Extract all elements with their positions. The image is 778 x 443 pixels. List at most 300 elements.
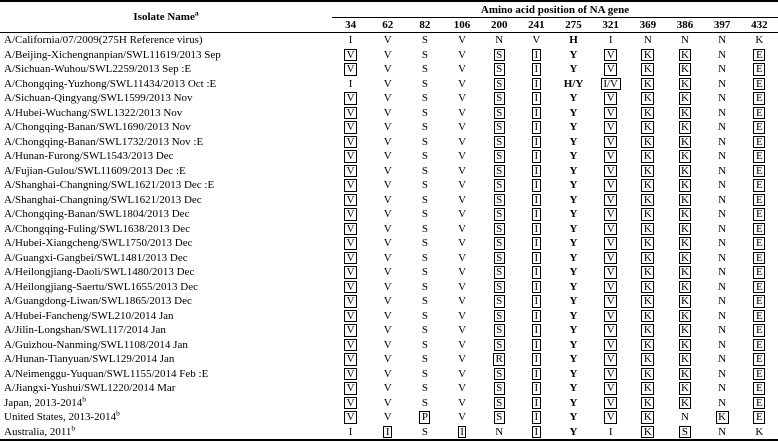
amino-acid-cell: [443, 280, 480, 295]
amino-acid-cell: [741, 77, 778, 92]
isolate-name: A/Guizhou-Nanming/SWL1108/2014 Jan: [4, 338, 188, 351]
residue: V: [383, 295, 392, 308]
amino-acid-cell: [592, 135, 629, 150]
isolate-name: A/Jilin-Longshan/SWL117/2014 Jan: [4, 324, 166, 337]
boxed-residue: I: [458, 426, 467, 439]
amino-acid-cell: [369, 77, 406, 92]
boxed-residue: I: [532, 150, 541, 163]
amino-acid-cell: [592, 367, 629, 382]
boxed-residue: I: [532, 49, 541, 62]
residue: I: [608, 425, 613, 438]
amino-acid-cell: [406, 236, 443, 251]
amino-acid-cell: [406, 207, 443, 222]
boxed-residue: E: [753, 78, 765, 91]
residue: I: [348, 34, 353, 47]
table-row: [0, 396, 778, 411]
amino-acid-cell: [629, 135, 666, 150]
residue: V: [383, 164, 392, 177]
amino-acid-cell: [369, 91, 406, 106]
amino-acid-cell: [629, 193, 666, 208]
boxed-residue: V: [604, 368, 617, 381]
amino-acid-cell: [741, 120, 778, 135]
bold-residue: Y: [569, 353, 578, 366]
amino-acid-cell: [481, 77, 518, 92]
amino-acid-cell: [592, 62, 629, 77]
boxed-residue: I: [532, 310, 541, 323]
amino-acid-cell: [406, 425, 443, 441]
amino-acid-cell: [518, 135, 555, 150]
amino-acid-cell: [555, 106, 592, 121]
residue: V: [458, 193, 467, 206]
table-row: [0, 120, 778, 135]
amino-acid-cell: [704, 251, 741, 266]
amino-acid-cell: [592, 77, 629, 92]
boxed-residue: V: [604, 397, 617, 410]
residue: V: [383, 63, 392, 76]
boxed-residue: V: [344, 310, 357, 323]
amino-acid-cell: [406, 164, 443, 179]
residue: V: [383, 34, 392, 47]
amino-acid-cell: [332, 91, 369, 106]
amino-acid-cell: [555, 135, 592, 150]
boxed-residue: K: [679, 324, 692, 337]
amino-acid-cell: [741, 251, 778, 266]
boxed-residue: S: [494, 150, 505, 163]
boxed-residue: S: [494, 310, 505, 323]
amino-acid-cell: [592, 410, 629, 425]
residue: V: [458, 121, 467, 134]
residue: V: [383, 106, 392, 119]
boxed-residue: K: [641, 165, 654, 178]
amino-acid-cell: [592, 178, 629, 193]
boxed-residue: V: [604, 150, 617, 163]
amino-acid-cell: [443, 410, 480, 425]
bold-residue: Y: [569, 135, 578, 148]
residue: N: [718, 222, 727, 235]
amino-acid-cell: [369, 410, 406, 425]
residue: S: [421, 92, 428, 105]
residue: S: [421, 77, 428, 90]
boxed-residue: K: [641, 353, 654, 366]
residue: V: [458, 324, 467, 337]
boxed-residue: I: [532, 353, 541, 366]
residue: N: [718, 106, 727, 119]
amino-acid-cell: [555, 62, 592, 77]
amino-acid-cell: [666, 280, 703, 295]
bold-residue: Y: [569, 150, 578, 163]
residue: S: [421, 266, 428, 279]
amino-acid-cell: [704, 381, 741, 396]
boxed-residue: V: [604, 223, 617, 236]
residue: V: [383, 237, 392, 250]
amino-acid-cell: [518, 193, 555, 208]
amino-acid-cell: [592, 251, 629, 266]
amino-acid-cell: [518, 338, 555, 353]
amino-acid-cell: [741, 425, 778, 441]
boxed-residue: K: [641, 368, 654, 381]
residue: N: [718, 150, 727, 163]
table-row: [0, 48, 778, 63]
amino-acid-cell: [518, 164, 555, 179]
boxed-residue: K: [641, 237, 654, 250]
amino-acid-cell: [666, 381, 703, 396]
amino-acid-cell: [443, 106, 480, 121]
boxed-residue: E: [753, 252, 765, 265]
amino-acid-cell: [592, 33, 629, 48]
residue: V: [383, 382, 392, 395]
amino-acid-cell: [518, 236, 555, 251]
bold-residue: Y: [569, 179, 578, 192]
amino-acid-cell: [592, 106, 629, 121]
amino-acid-cell: [666, 48, 703, 63]
residue: S: [421, 106, 428, 119]
position-header: 432: [741, 18, 778, 33]
amino-acid-cell: [629, 222, 666, 237]
amino-acid-cell: [443, 193, 480, 208]
amino-acid-cell: [741, 164, 778, 179]
boxed-residue: K: [679, 397, 692, 410]
residue: N: [718, 34, 727, 47]
amino-acid-cell: [592, 309, 629, 324]
residue: S: [421, 34, 428, 47]
residue: V: [458, 295, 467, 308]
amino-acid-cell: [555, 33, 592, 48]
amino-acid-cell: [369, 294, 406, 309]
footnote-marker-b: b: [71, 424, 76, 433]
residue: V: [383, 48, 392, 61]
isolate-name: A/Heilongjiang-Daoli/SWL1480/2013 Dec: [4, 266, 195, 279]
bold-residue: Y: [569, 367, 578, 380]
bold-residue: Y: [569, 237, 578, 250]
boxed-residue: E: [753, 150, 765, 163]
bold-residue: Y: [569, 309, 578, 322]
boxed-residue: E: [753, 411, 765, 424]
amino-acid-cell: [443, 309, 480, 324]
amino-acid-cell: [666, 294, 703, 309]
boxed-residue: E: [753, 281, 765, 294]
bold-residue: Y: [569, 425, 578, 438]
amino-acid-cell: [592, 323, 629, 338]
isolate-name: A/Jiangxi-Yushui/SWL1220/2014 Mar: [4, 382, 176, 395]
residue: V: [383, 251, 392, 264]
boxed-residue: V: [604, 165, 617, 178]
amino-acid-cell: [741, 48, 778, 63]
boxed-residue: K: [679, 237, 692, 250]
residue: V: [458, 135, 467, 148]
boxed-residue: E: [753, 223, 765, 236]
residue: N: [718, 425, 727, 438]
amino-acid-cell: [518, 222, 555, 237]
bold-residue: Y: [569, 396, 578, 409]
amino-acid-cell: [555, 352, 592, 367]
isolate-name: A/California/07/2009(275H Reference virus): [4, 34, 203, 47]
residue: S: [421, 193, 428, 206]
boxed-residue: S: [494, 411, 505, 424]
amino-acid-cell: [369, 178, 406, 193]
boxed-residue: S: [494, 49, 505, 62]
amino-acid-cell: [666, 251, 703, 266]
residue: V: [383, 135, 392, 148]
boxed-residue: S: [494, 252, 505, 265]
amino-acid-cell: [555, 164, 592, 179]
amino-acid-cell: [443, 164, 480, 179]
amino-acid-cell: [741, 135, 778, 150]
footnote-marker-b: b: [82, 395, 86, 404]
boxed-residue: K: [641, 397, 654, 410]
bold-residue: Y: [569, 222, 578, 235]
amino-acid-cell: [741, 222, 778, 237]
residue: N: [718, 63, 727, 76]
amino-acid-cell: [629, 410, 666, 425]
boxed-residue: K: [716, 411, 729, 424]
amino-acid-cell: [518, 410, 555, 425]
amino-acid-cell: [406, 120, 443, 135]
residue: N: [718, 179, 727, 192]
residue: K: [755, 425, 764, 438]
boxed-residue: K: [679, 208, 692, 221]
residue: I: [348, 425, 353, 438]
amino-acid-cell: [332, 106, 369, 121]
residue: S: [421, 48, 428, 61]
boxed-residue: K: [641, 223, 654, 236]
amino-acid-cell: [666, 207, 703, 222]
residue: V: [458, 266, 467, 279]
amino-acid-cell: [406, 48, 443, 63]
residue: N: [718, 382, 727, 395]
residue: V: [458, 396, 467, 409]
table-header: [0, 1, 778, 33]
boxed-residue: V: [344, 92, 357, 105]
boxed-residue: I: [532, 78, 541, 91]
boxed-residue: S: [494, 223, 505, 236]
amino-acid-cell: [443, 222, 480, 237]
amino-acid-cell: [666, 33, 703, 48]
residue: V: [383, 266, 392, 279]
amino-acid-cell: [406, 265, 443, 280]
boxed-residue: S: [494, 339, 505, 352]
isolate-table-body: [0, 33, 778, 441]
boxed-residue: I: [532, 92, 541, 105]
amino-acid-cell: [481, 410, 518, 425]
table-row: [0, 106, 778, 121]
amino-acid-cell: [332, 149, 369, 164]
boxed-residue: S: [494, 63, 505, 76]
boxed-residue: E: [753, 353, 765, 366]
bold-residue: Y: [569, 106, 578, 119]
residue: S: [421, 280, 428, 293]
amino-acid-cell: [555, 425, 592, 441]
boxed-residue: S: [494, 281, 505, 294]
boxed-residue: K: [679, 194, 692, 207]
boxed-residue: E: [753, 63, 765, 76]
amino-acid-cell: [741, 33, 778, 48]
amino-acid-cell: [443, 265, 480, 280]
amino-acid-cell: [443, 236, 480, 251]
amino-acid-cell: [666, 410, 703, 425]
amino-acid-cell: [666, 338, 703, 353]
boxed-residue: V: [344, 382, 357, 395]
amino-acid-cell: [406, 149, 443, 164]
amino-acid-cell: [629, 62, 666, 77]
residue: V: [458, 382, 467, 395]
residue: V: [383, 338, 392, 351]
amino-acid-cell: [369, 236, 406, 251]
amino-acid-cell: [518, 207, 555, 222]
boxed-residue: E: [753, 121, 765, 134]
amino-acid-cell: [741, 178, 778, 193]
boxed-residue: K: [641, 179, 654, 192]
boxed-residue: S: [494, 324, 505, 337]
boxed-residue: S: [494, 136, 505, 149]
bold-residue: Y: [569, 324, 578, 337]
amino-acid-cell: [443, 77, 480, 92]
amino-acid-cell: [443, 323, 480, 338]
boxed-residue: I: [532, 382, 541, 395]
boxed-residue: K: [679, 266, 692, 279]
boxed-residue: E: [753, 49, 765, 62]
boxed-residue: E: [753, 295, 765, 308]
amino-acid-cell: [443, 178, 480, 193]
amino-acid-cell: [369, 367, 406, 382]
residue: V: [458, 77, 467, 90]
amino-acid-cell: [629, 236, 666, 251]
amino-acid-cell: [481, 178, 518, 193]
amino-acid-cell: [555, 381, 592, 396]
amino-acid-cell: [406, 222, 443, 237]
boxed-residue: I: [532, 339, 541, 352]
amino-acid-cell: [406, 396, 443, 411]
amino-acid-cell: [332, 135, 369, 150]
amino-acid-cell: [332, 48, 369, 63]
residue: V: [458, 150, 467, 163]
amino-acid-cell: [704, 193, 741, 208]
amino-acid-cell: [443, 48, 480, 63]
boxed-residue: V: [344, 165, 357, 178]
residue: V: [458, 34, 467, 47]
isolate-name: A/Hunan-Tianyuan/SWL129/2014 Jan: [4, 353, 175, 366]
boxed-residue: E: [753, 368, 765, 381]
table-row: [0, 62, 778, 77]
residue: N: [718, 353, 727, 366]
isolate-name: A/Chongqing-Fuling/SWL1638/2013 Dec: [4, 222, 191, 235]
amino-acid-cell: [741, 367, 778, 382]
boxed-residue: K: [679, 310, 692, 323]
table-row: [0, 135, 778, 150]
boxed-residue: K: [679, 136, 692, 149]
amino-acid-cell: [518, 91, 555, 106]
amino-acid-cell: [481, 265, 518, 280]
position-header: 386: [666, 18, 703, 33]
amino-acid-cell: [332, 338, 369, 353]
amino-acid-cell: [332, 77, 369, 92]
amino-acid-cell: [518, 309, 555, 324]
boxed-residue: E: [753, 397, 765, 410]
amino-acid-cell: [741, 309, 778, 324]
amino-acid-cell: [481, 149, 518, 164]
residue: N: [718, 295, 727, 308]
amino-acid-cell: [666, 265, 703, 280]
boxed-residue: K: [679, 63, 692, 76]
residue: S: [421, 295, 428, 308]
boxed-residue: K: [641, 281, 654, 294]
amino-acid-cell: [555, 251, 592, 266]
residue: N: [718, 251, 727, 264]
amino-acid-cell: [332, 381, 369, 396]
boxed-residue: V: [604, 92, 617, 105]
amino-acid-cell: [369, 207, 406, 222]
amino-acid-cell: [741, 236, 778, 251]
residue: V: [458, 280, 467, 293]
boxed-residue: E: [753, 266, 765, 279]
amino-acid-cell: [481, 222, 518, 237]
amino-acid-cell: [332, 207, 369, 222]
amino-acid-cell: [704, 396, 741, 411]
amino-acid-cell: [704, 280, 741, 295]
boxed-residue: K: [641, 295, 654, 308]
amino-acid-cell: [481, 294, 518, 309]
boxed-residue: V: [604, 208, 617, 221]
amino-acid-cell: [518, 77, 555, 92]
residue: N: [718, 208, 727, 221]
boxed-residue: S: [494, 368, 505, 381]
boxed-residue: V: [604, 324, 617, 337]
boxed-residue: S: [494, 165, 505, 178]
residue: V: [383, 77, 392, 90]
isolate-name: A/Chongqing-Yuzhong/SWL11434/2013 Oct :E: [4, 77, 217, 90]
amino-acid-cell: [666, 164, 703, 179]
boxed-residue: K: [679, 150, 692, 163]
amino-acid-cell: [629, 91, 666, 106]
boxed-residue: K: [679, 179, 692, 192]
amino-acid-cell: [369, 265, 406, 280]
amino-acid-cell: [406, 352, 443, 367]
amino-acid-cell: [332, 396, 369, 411]
residue: S: [421, 222, 428, 235]
boxed-residue: K: [679, 368, 692, 381]
amino-acid-cell: [741, 106, 778, 121]
residue: V: [458, 411, 467, 424]
amino-acid-cell: [481, 207, 518, 222]
boxed-residue: K: [641, 339, 654, 352]
table-row: [0, 77, 778, 92]
bold-residue: Y: [569, 382, 578, 395]
residue: N: [718, 121, 727, 134]
boxed-residue: K: [679, 382, 692, 395]
boxed-residue: V: [604, 339, 617, 352]
amino-acid-cell: [369, 120, 406, 135]
boxed-residue: K: [679, 49, 692, 62]
amino-acid-cell: [443, 294, 480, 309]
amino-acid-cell: [629, 33, 666, 48]
boxed-residue: I: [532, 397, 541, 410]
boxed-residue: V: [344, 223, 357, 236]
boxed-residue: E: [753, 92, 765, 105]
amino-acid-cell: [629, 396, 666, 411]
amino-acid-cell: [443, 352, 480, 367]
boxed-residue: K: [641, 324, 654, 337]
isolate-name: A/Heilongjiang-Saertu/SWL1655/2013 Dec: [4, 280, 198, 293]
residue: S: [421, 353, 428, 366]
boxed-residue: K: [641, 107, 654, 120]
amino-acid-cell: [704, 149, 741, 164]
amino-acid-cell: [332, 265, 369, 280]
amino-acid-cell: [555, 149, 592, 164]
amino-acid-cell: [592, 338, 629, 353]
boxed-residue: I: [532, 237, 541, 250]
residue: S: [421, 309, 428, 322]
boxed-residue: E: [753, 107, 765, 120]
position-header: 397: [704, 18, 741, 33]
